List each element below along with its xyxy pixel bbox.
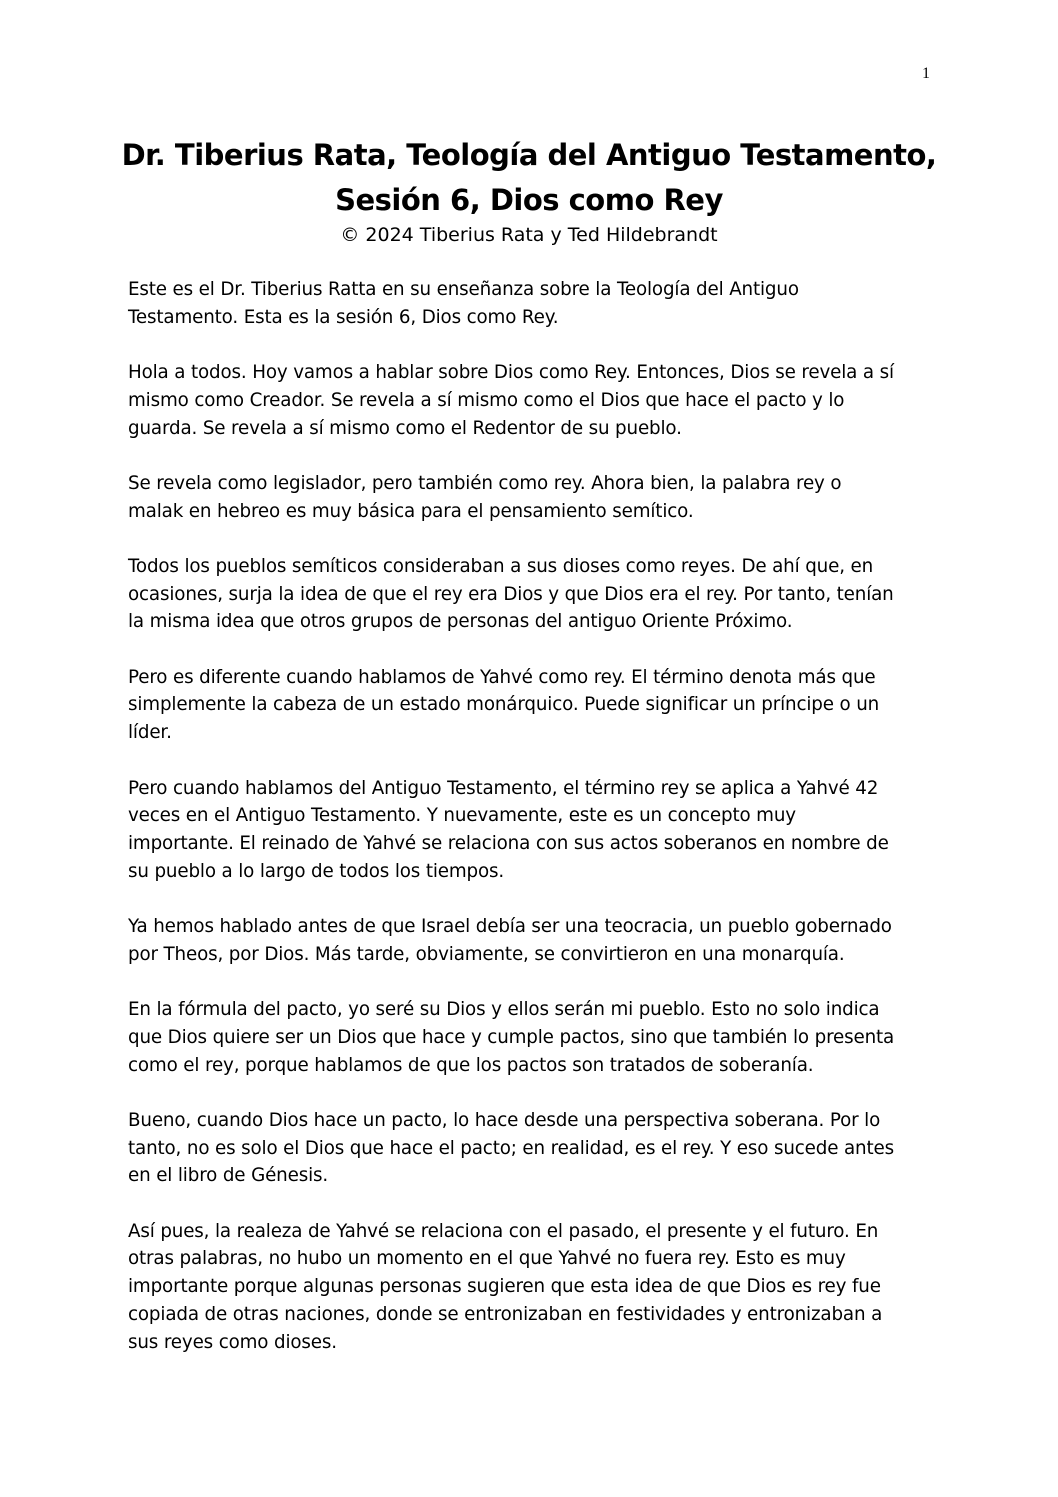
paragraph-line: por Theos, por Dios. Más tarde, obviamente, se convirtieron en una monarquía. [128, 943, 845, 965]
paragraph [128, 359, 928, 442]
paragraph-line: importante. El reinado de Yahvé se relaciona con sus actos soberanos en nombre de [128, 832, 889, 854]
copyright-notice: © 2024 Tiberius Rata y Ted Hildebrandt [340, 224, 718, 246]
paragraph-line: otras palabras, no hubo un momento en el que Yahvé no fuera rey. Esto es muy [128, 1248, 846, 1270]
paragraph-line: Todos los pueblos semíticos consideraban a sus dioses como reyes. De ahí que, en [128, 555, 874, 577]
paragraph-line: Ya hemos hablado antes de que Israel debía ser una teocracia, un pueblo gobernado [128, 916, 892, 938]
paragraph [128, 1107, 928, 1190]
paragraph-line: Hola a todos. Hoy vamos a hablar sobre Dios como Rey. Entonces, Dios se revela a sí [128, 362, 894, 384]
paragraph-line: ocasiones, surja la idea de que el rey era Dios y que Dios era el rey. Por tanto, tenían [128, 583, 894, 605]
body-text [128, 276, 928, 1384]
paragraph [128, 664, 928, 747]
paragraph-line: mismo como Creador. Se revela a sí mismo como el Dios que hace el pacto y lo [128, 389, 845, 411]
document-title-line-1: Dr. Tiberius Rata, Teología del Antiguo Testamento, [121, 138, 937, 172]
paragraph [128, 470, 928, 525]
paragraph-line: en el libro de Génesis. [128, 1165, 329, 1187]
paragraph [128, 1218, 928, 1357]
paragraph-line: copiada de otras naciones, donde se entronizaban en festividades y entronizaban a [128, 1303, 883, 1325]
paragraph [128, 913, 928, 968]
paragraph-line: Bueno, cuando Dios hace un pacto, lo hace desde una perspectiva soberana. Por lo [128, 1109, 881, 1131]
paragraph-line: Pero cuando hablamos del Antiguo Testamento, el término rey se aplica a Yahvé 42 [128, 777, 879, 799]
paragraph-line: En la fórmula del pacto, yo seré su Dios y ellos serán mi pueblo. Esto no solo indica [128, 999, 880, 1021]
paragraph-line: sus reyes como dioses. [128, 1331, 337, 1353]
paragraph-line: Testamento. Esta es la sesión 6, Dios como Rey. [128, 306, 559, 328]
paragraph-line: tanto, no es solo el Dios que hace el pacto; en realidad, es el rey. Y eso sucede antes [128, 1137, 894, 1159]
paragraph [128, 775, 928, 886]
paragraph-line: simplemente la cabeza de un estado monárquico. Puede significar un príncipe o un [128, 694, 880, 716]
paragraph-line: Pero es diferente cuando hablamos de Yahvé como rey. El término denota más que [128, 666, 876, 688]
document-title-line-2: Sesión 6, Dios como Rey [335, 183, 723, 217]
paragraph-line: guarda. Se revela a sí mismo como el Redentor de su pueblo. [128, 417, 682, 439]
paragraph-line: importante porque algunas personas sugieren que esta idea de que Dios es rey fue [128, 1276, 881, 1298]
paragraph [128, 996, 928, 1079]
title-block [100, 133, 958, 247]
paragraph-line: líder. [128, 722, 172, 744]
paragraph [128, 276, 928, 331]
paragraph-line: Se revela como legislador, pero también como rey. Ahora bien, la palabra rey o [128, 472, 842, 494]
paragraph [128, 553, 928, 636]
paragraph-line: la misma idea que otros grupos de personas del antiguo Oriente Próximo. [128, 611, 793, 633]
paragraph-line: que Dios quiere ser un Dios que hace y cumple pactos, sino que también lo presenta [128, 1026, 895, 1048]
page-number: 1 [922, 65, 930, 82]
paragraph-line: malak en hebreo es muy básica para el pensamiento semítico. [128, 500, 694, 522]
paragraph-line: veces en el Antiguo Testamento. Y nuevamente, este es un concepto muy [128, 805, 796, 827]
paragraph-line: su pueblo a lo largo de todos los tiempos. [128, 860, 505, 882]
paragraph-line: Así pues, la realeza de Yahvé se relaciona con el pasado, el presente y el futuro. En [128, 1220, 879, 1242]
paragraph-line: Este es el Dr. Tiberius Ratta en su enseñanza sobre la Teología del Antiguo [128, 279, 799, 300]
paragraph-line: como el rey, porque hablamos de que los pactos son tratados de soberanía. [128, 1054, 814, 1076]
